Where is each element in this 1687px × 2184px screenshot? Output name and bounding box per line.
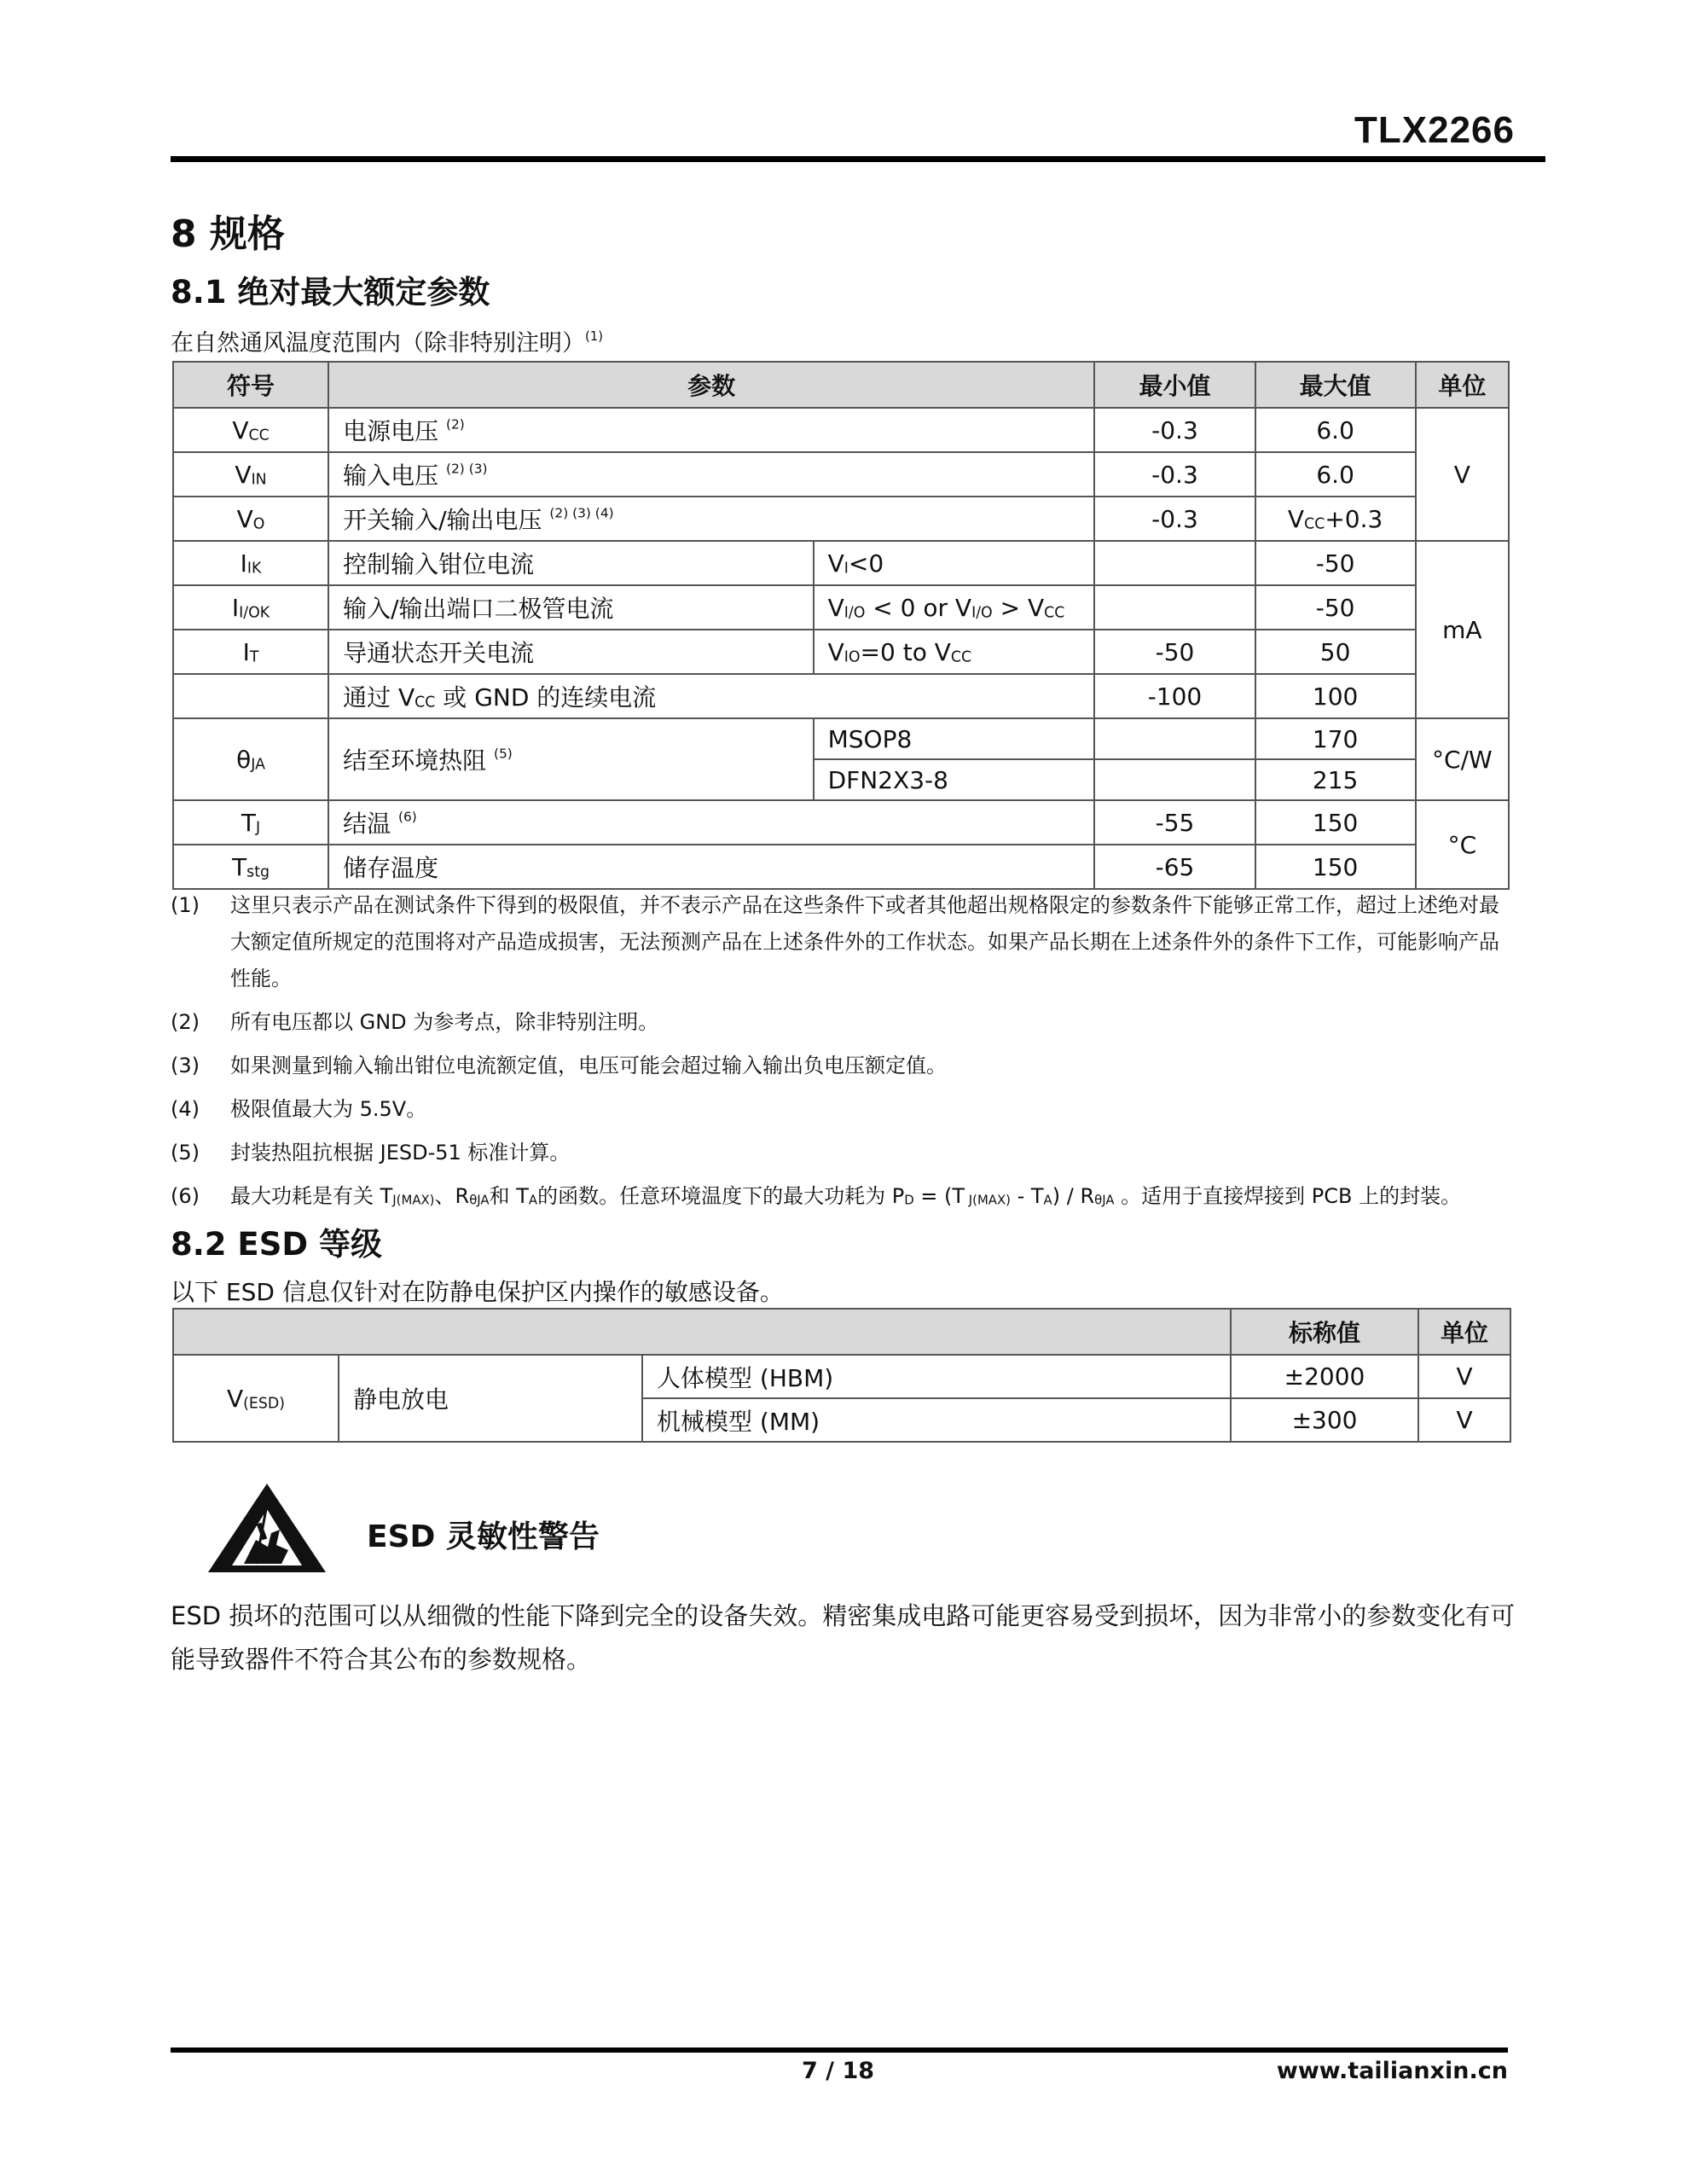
table-row: [173, 541, 1509, 585]
esd-warning-icon: [206, 1480, 328, 1574]
table-header-row: [173, 1309, 1510, 1355]
max-cell: 6.0: [1255, 452, 1416, 497]
footnotes: [171, 887, 1514, 1222]
footnote: (6) 最大功耗是有关 $T_{J(MAX)}$、$R_{\theta JA}$和 $T_A$的函数。任意环境温度下的最大功耗为 $P_D = (T$ $_{J(MAX)} - T_A) / R_{\theta JA}$ 。适用于直接焊接到 PCB 上的封装。: [171, 1178, 1514, 1215]
parameter-cell: 电源电压 $^{(2)}$: [328, 408, 1094, 452]
condition-cell: MSOP8: [814, 718, 1095, 759]
header-rule: [171, 156, 1545, 162]
parameter-cell: 导通状态开关电流: [328, 630, 814, 674]
parameter-cell: 控制输入钳位电流: [328, 541, 814, 585]
abs-max-title: 8.1 绝对最大额定参数: [171, 274, 490, 311]
col-blank: [173, 1309, 1231, 1355]
min-cell: -0.3: [1094, 408, 1255, 452]
unit-cell: mA: [1416, 541, 1509, 718]
footnote: (1) 这里只表示产品在测试条件下得到的极限值，并不表示产品在这些条件下或者其他超出规格限定的参数条件下能够正常工作，超过上述绝对最大额定值所规定的范围将对产品造成损害，无法预测产品在上述条件外的工作状态。如果产品长期在上述条件外的条件下工作，可能影响产品性能。: [171, 893, 1499, 990]
min-cell: [1094, 718, 1255, 759]
min-cell: -55: [1094, 800, 1255, 845]
esd-caption: 以下 ESD 信息仅针对在防静电保护区内操作的敏感设备。: [171, 1278, 784, 1306]
table-row: [173, 408, 1509, 452]
condition-cell: DFN2X3-8: [814, 759, 1095, 800]
parameter-cell: 结温 $^{(6)}$: [328, 800, 1094, 845]
max-cell: 6.0: [1255, 408, 1416, 452]
footnote: (4) 极限值最大为 5.5V。: [171, 1097, 427, 1121]
table-row: [173, 800, 1509, 845]
min-cell: [1094, 585, 1255, 630]
unit-cell: V: [1416, 408, 1509, 541]
symbol-cell: $T_{stg}$: [173, 845, 328, 889]
table-header-row: [173, 362, 1509, 408]
min-cell: -100: [1094, 674, 1255, 718]
parameter-cell: 储存温度: [328, 845, 1094, 889]
esd-rating-title: 8.2 ESD 等级: [171, 1226, 382, 1263]
symbol-cell: [173, 674, 328, 718]
condition-cell: $V_I<0$: [814, 541, 1095, 585]
max-cell: 215: [1255, 759, 1416, 800]
col-unit: 单位: [1416, 362, 1509, 408]
esd-warning-text: ESD 损坏的范围可以从细微的性能下降到完全的设备失效。精密集成电路可能更容易受到损坏，因为非常小的参数变化有可能导致器件不符合其公布的参数规格。: [171, 1601, 1516, 1674]
symbol-cell: $V_O$: [173, 497, 328, 541]
footer-rule: [171, 2048, 1508, 2053]
table-row: [173, 452, 1509, 497]
section-title: 8 规格: [171, 212, 285, 256]
table-row: [173, 630, 1509, 674]
max-cell: 150: [1255, 845, 1416, 889]
part-number: TLX2266: [1354, 109, 1515, 151]
unit-cell: °C/W: [1416, 718, 1509, 800]
parameter-cell: 输入/输出端口二极管电流: [328, 585, 814, 630]
condition-cell: $V_{I/O} < 0$ or $V_{I/O} > V_{CC}$: [814, 585, 1095, 630]
abs-max-table: [172, 361, 1510, 890]
min-cell: [1094, 541, 1255, 585]
table-row: [173, 674, 1509, 718]
max-cell: -50: [1255, 585, 1416, 630]
min-cell: -50: [1094, 630, 1255, 674]
parameter-cell: 开关输入/输出电压 $^{(2) (3) (4)}$: [328, 497, 1094, 541]
table-row: [173, 718, 1509, 759]
parameter-cell: 结至环境热阻 $^{(5)}$: [328, 718, 814, 800]
max-cell: $V_{CC}+0.3$: [1255, 497, 1416, 541]
max-cell: 170: [1255, 718, 1416, 759]
value-cell: ±300: [1231, 1398, 1418, 1442]
symbol-cell: $V_{(ESD)}$: [173, 1355, 339, 1442]
parameter-cell: 通过 $V_{CC}$ 或 GND 的连续电流: [328, 674, 1094, 718]
col-nominal: 标称值: [1231, 1309, 1418, 1355]
symbol-cell: $T_J$: [173, 800, 328, 845]
symbol-cell: $\theta_{JA}$: [173, 718, 328, 800]
symbol-cell: $I_{IK}$: [173, 541, 328, 585]
model-cell: 人体模型 (HBM): [642, 1355, 1231, 1398]
table-row: [173, 1355, 1510, 1398]
footnote: (2) 所有电压都以 GND 为参考点，除非特别注明。: [171, 1010, 659, 1034]
table-row: [173, 497, 1509, 541]
symbol-cell: $V_{CC}$: [173, 408, 328, 452]
page-number: 7 / 18: [802, 2058, 875, 2084]
table-row: [173, 845, 1509, 889]
symbol-cell: $I_{I/OK}$: [173, 585, 328, 630]
col-parameter: 参数: [328, 362, 1094, 408]
parameter-cell: 静电放电: [339, 1355, 642, 1442]
model-cell: 机械模型 (MM): [642, 1398, 1231, 1442]
col-min: 最小值: [1094, 362, 1255, 408]
max-cell: -50: [1255, 541, 1416, 585]
table-row: [173, 585, 1509, 630]
min-cell: -0.3: [1094, 452, 1255, 497]
parameter-cell: 输入电压 $^{(2) (3)}$: [328, 452, 1094, 497]
website-link[interactable]: www.tailianxin.cn: [1276, 2058, 1508, 2084]
max-cell: 100: [1255, 674, 1416, 718]
max-cell: 50: [1255, 630, 1416, 674]
max-cell: 150: [1255, 800, 1416, 845]
power-dissipation-note: 最大功耗是有关 $T_{J(MAX)}$、$R_{\theta JA}$和 $T_A$的函数。任意环境温度下的最大功耗为 $P_D = (T$ $_{J(MAX)} - T_A) / R_{\theta JA}$ 。适用于直接焊接到 PCB 上的封装。: [230, 1184, 1462, 1208]
value-cell: ±2000: [1231, 1355, 1418, 1398]
esd-warning-title: ESD 灵敏性警告: [367, 1519, 600, 1554]
symbol-cell: $I_T$: [173, 630, 328, 674]
esd-table: [172, 1308, 1511, 1443]
min-cell: -0.3: [1094, 497, 1255, 541]
unit-cell: V: [1418, 1398, 1510, 1442]
symbol-cell: $V_{IN}$: [173, 452, 328, 497]
unit-cell: °C: [1416, 800, 1509, 889]
col-max: 最大值: [1255, 362, 1416, 408]
footnote: (5) 封装热阻抗根据 JESD-51 标准计算。: [171, 1141, 571, 1165]
col-unit: 单位: [1418, 1309, 1510, 1355]
unit-cell: V: [1418, 1355, 1510, 1398]
col-symbol: 符号: [173, 362, 328, 408]
min-cell: -65: [1094, 845, 1255, 889]
min-cell: [1094, 759, 1255, 800]
condition-cell: $V_{IO}=0$ to $V_{CC}$: [814, 630, 1095, 674]
footnote: (3) 如果测量到输入输出钳位电流额定值，电压可能会超过输入输出负电压额定值。: [171, 1054, 947, 1077]
abs-max-caption: 在自然通风温度范围内（除非特别注明）$^{(1)}$: [171, 328, 604, 357]
